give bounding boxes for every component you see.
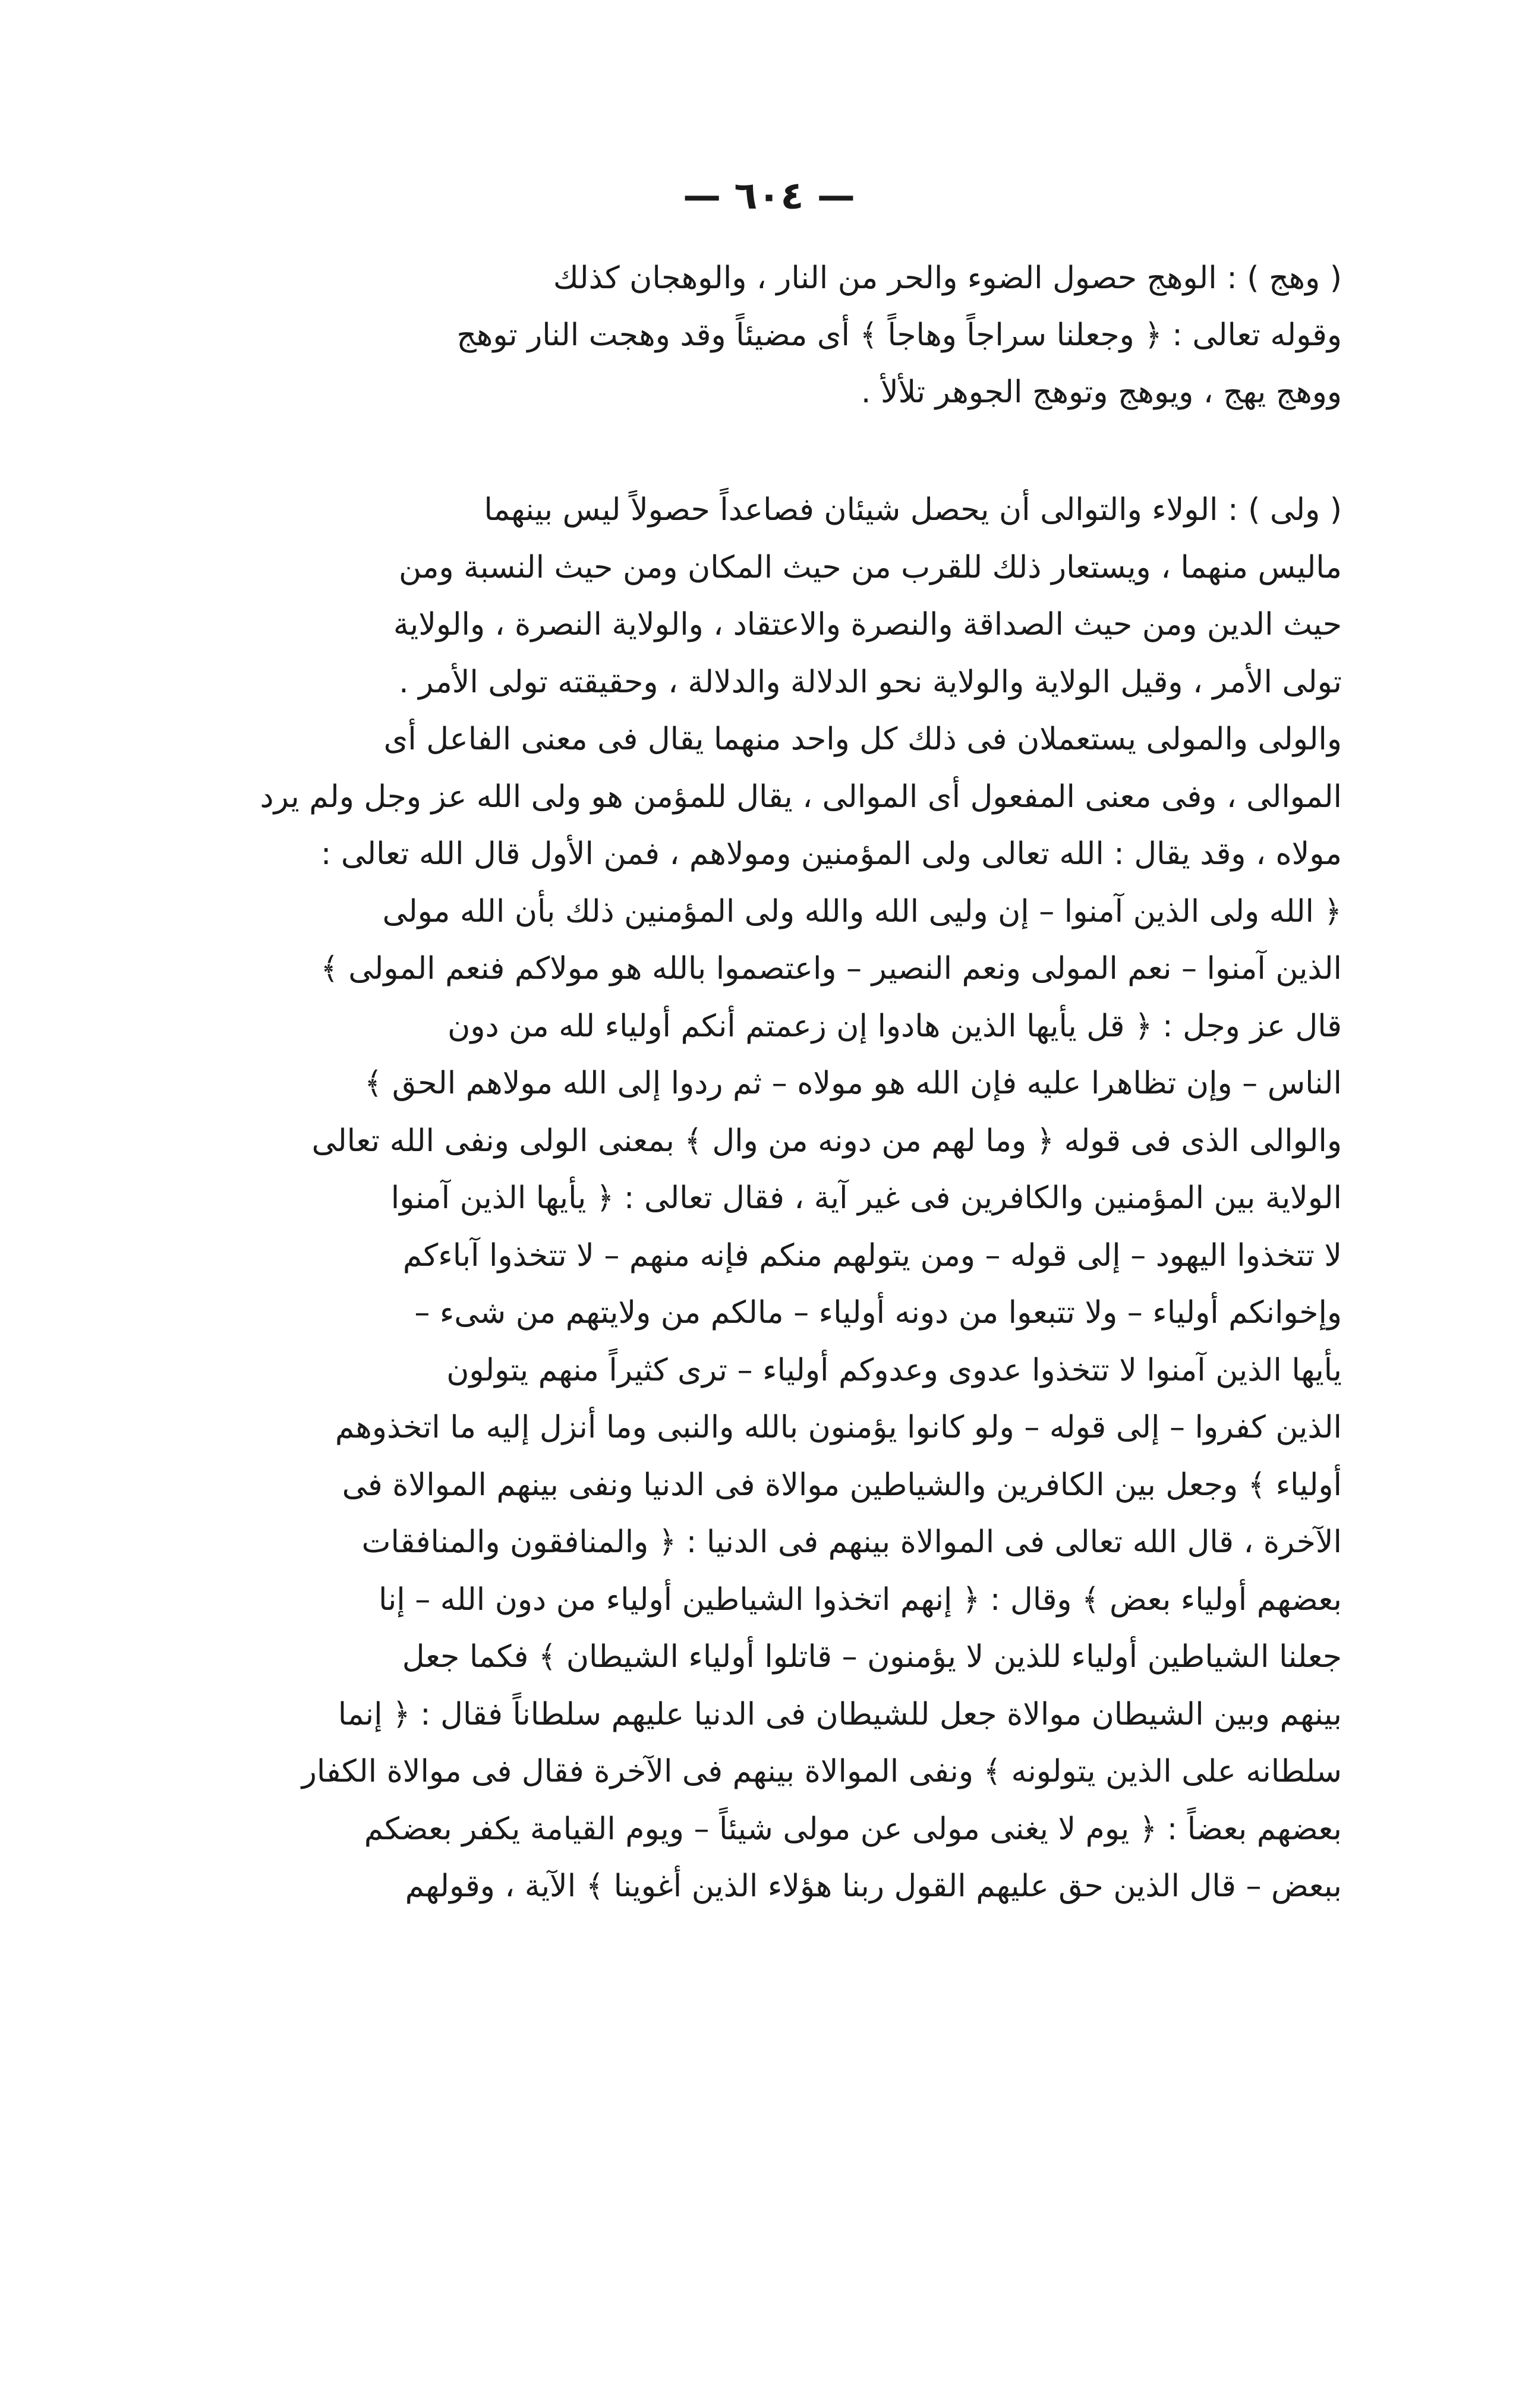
text-line: ﴿ الله ولى الذين آمنوا – إن وليى الله والله ولى المؤمنين ذلك بأن الله مولى bbox=[382, 893, 1342, 929]
text-line: أولياء ﴾ وجعل بين الكافرين والشياطين موالاة فى الدنيا ونفى بينهم الموالاة فى bbox=[342, 1467, 1342, 1503]
text-line: ( ولى ) : الولاء والتوالى أن يحصل شيئان فصاعداً حصولاً ليس بينهما bbox=[484, 492, 1342, 528]
text-line: ( وهج ) : الوهج حصول الضوء والحر من النار ، والوهجان كذلك bbox=[553, 260, 1342, 296]
text-line: بعضهم بعضاً : ﴿ يوم لا يغنى مولى عن مولى شيئاً – ويوم القيامة يكفر بعضكم bbox=[364, 1811, 1342, 1847]
text-line: الموالى ، وفى معنى المفعول أى الموالى ، يقال للمؤمن هو ولى الله عز وجل ولم يرد bbox=[260, 778, 1342, 815]
text-line: وقوله تعالى : ﴿ وجعلنا سراجاً وهاجاً ﴾ أى مضيئاً وقد وهجت النار توهج bbox=[456, 317, 1342, 353]
text-line: بينهم وبين الشيطان موالاة جعل للشيطان فى الدنيا عليهم سلطاناً فقال : ﴿ إنما bbox=[338, 1696, 1342, 1732]
text-line: الناس – وإن تظاهرا عليه فإن الله هو مولاه – ثم ردوا إلى الله مولاهم الحق ﴾ bbox=[364, 1066, 1342, 1101]
text-line: لا تتخذوا اليهود – إلى قوله – ومن يتولهم منكم فإنه منهم – لا تتخذوا آباءكم bbox=[402, 1237, 1342, 1274]
text-line: ماليس منهما ، ويستعار ذلك للقرب من حيث المكان ومن حيث النسبة ومن bbox=[399, 549, 1342, 585]
text-line: يأيها الذين آمنوا لا تتخذوا عدوى وعدوكم أولياء – ترى كثيراً منهم يتولون bbox=[446, 1352, 1342, 1388]
text-line: والولى والمولى يستعملان فى ذلك كل واحد منهما يقال فى معنى الفاعل أى bbox=[383, 721, 1342, 757]
text-line: بعضهم أولياء بعض ﴾ وقال : ﴿ إنهم اتخذوا الشياطين أولياء من دون الله – إنا bbox=[378, 1581, 1342, 1618]
text-line: الذين آمنوا – نعم المولى ونعم النصير – واعتصموا بالله هو مولاكم فنعم المولى ﴾ bbox=[320, 951, 1342, 986]
text-line: الولاية بين المؤمنين والكافرين فى غير آية ، فقال تعالى : ﴿ يأيها الذين آمنوا bbox=[390, 1180, 1342, 1216]
text-line: والوالى الذى فى قوله ﴿ وما لهم من دونه من وال ﴾ بمعنى الولى ونفى الله تعالى bbox=[311, 1123, 1342, 1159]
text-line: حيث الدين ومن حيث الصداقة والنصرة والاعتقاد ، والولاية النصرة ، والولاية bbox=[393, 607, 1342, 642]
text-line: جعلنا الشياطين أولياء للذين لا يؤمنون – قاتلوا أولياء الشيطان ﴾ فكما جعل bbox=[402, 1639, 1342, 1675]
text-line: ووهج يهج ، ويوهج وتوهج الجوهر تلألأ . bbox=[861, 374, 1342, 410]
entry-wahaja bbox=[177, 250, 1342, 421]
text-line: سلطانه على الذين يتولونه ﴾ ونفى الموالاة بينهم فى الآخرة فقال فى موالاة الكفار bbox=[301, 1754, 1342, 1789]
entry-waliya bbox=[177, 481, 1342, 1915]
page-number: — ٦٠٤ — bbox=[683, 174, 855, 218]
text-line: تولى الأمر ، وقيل الولاية والولاية نحو الدلالة والدلالة ، وحقيقته تولى الأمر . bbox=[399, 664, 1342, 700]
text-line: وإخوانكم أولياء – ولا تتبعوا من دونه أولياء – مالكم من ولايتهم من شىء – bbox=[414, 1295, 1342, 1331]
text-line: مولاه ، وقد يقال : الله تعالى ولى المؤمنين ومولاهم ، فمن الأول قال الله تعالى : bbox=[320, 836, 1342, 872]
text-line: الذين كفروا – إلى قوله – ولو كانوا يؤمنون بالله والنبى وما أنزل إليه ما اتخذوهم bbox=[335, 1410, 1342, 1445]
text-line: الآخرة ، قال الله تعالى فى الموالاة بينهم فى الدنيا : ﴿ والمنافقون والمنافقات bbox=[361, 1524, 1342, 1560]
text-line: قال عز وجل : ﴿ قل يأيها الذين هادوا إن زعمتم أنكم أولياء لله من دون bbox=[447, 1008, 1342, 1044]
text-line: ببعض – قال الذين حق عليهم القول ربنا هؤلاء الذين أغوينا ﴾ الآية ، وقولهم bbox=[405, 1868, 1342, 1904]
